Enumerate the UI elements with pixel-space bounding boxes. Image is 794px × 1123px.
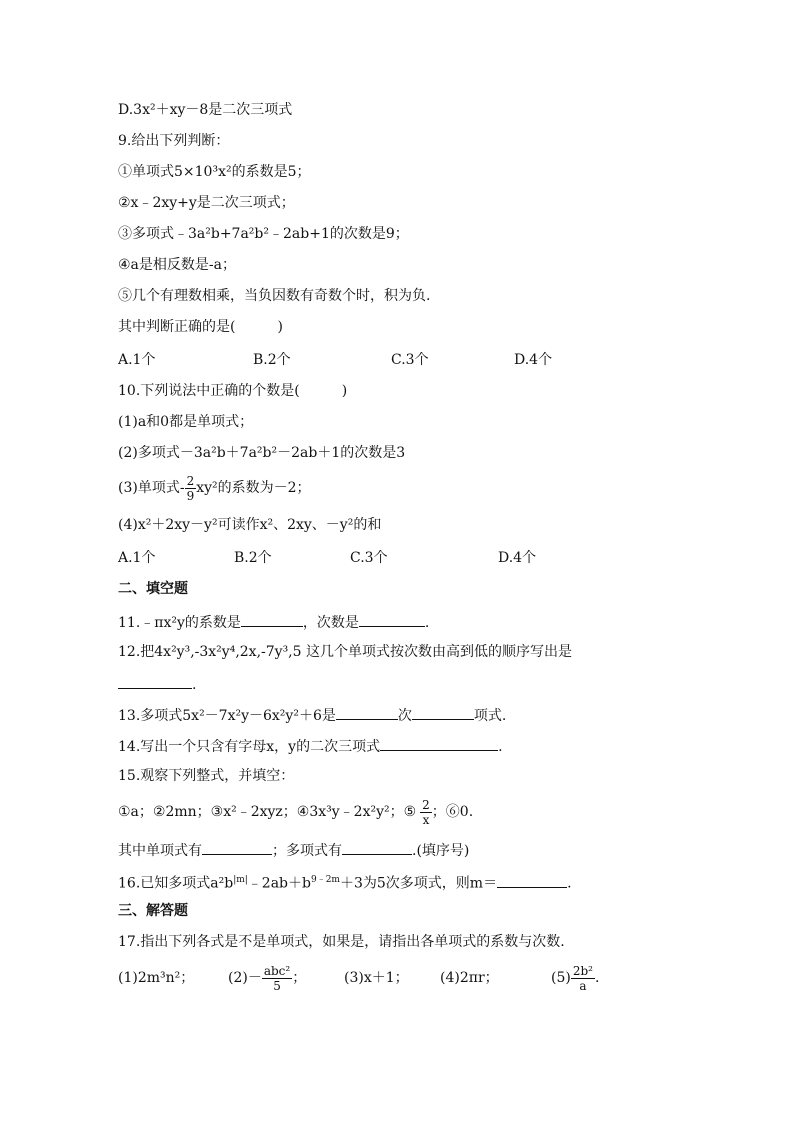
q10-option-b: B.2个	[234, 550, 272, 566]
q17-part-2-denominator: 5	[262, 978, 292, 993]
q15-stem: 15.观察下列整式，并填空：	[118, 768, 295, 784]
q15-fill-b: ；多项式有	[272, 843, 342, 859]
q9-option-b: B.2个	[253, 352, 291, 368]
q14	[118, 736, 503, 756]
q17-parts	[0, 958, 794, 998]
q10-item-4: (4)x²＋2xy－y²可读作x²、2xy、－y²的和	[118, 517, 382, 533]
q10-item-1: (1)a和0都是单项式；	[118, 414, 254, 430]
q10-option-a: A.1个	[118, 550, 156, 566]
q16-exponent-1: |m|	[233, 875, 248, 885]
q10-item-3-numerator: 2	[186, 473, 195, 488]
q14-text-b: .	[498, 739, 503, 755]
q9-item-3: ③多项式﹣3a²b+7a²b²﹣2ab+1的次数是9；	[118, 226, 409, 242]
q16	[118, 871, 572, 893]
q10-item-3-suffix: xy²的系数为－2；	[196, 480, 311, 496]
q11-blank-2	[359, 612, 425, 627]
q17-part-5-fraction	[571, 964, 595, 993]
q17-part-2-fraction	[262, 964, 292, 993]
q10-item-3-fraction	[185, 474, 197, 503]
q10-item-2: (2)多项式－3a²b＋7a²b²－2ab＋1的次数是3	[118, 445, 406, 461]
q10-option-c: C.3个	[350, 550, 388, 566]
q9-item-5: ⑤几个有理数相乘，当负因数有奇数个时，积为负.	[118, 288, 431, 304]
q16-exponent-2: 9﹣2m	[310, 875, 340, 885]
q17-part-2-prefix: (2)－	[228, 970, 262, 986]
q15-items-b: ；⑥0.	[431, 804, 474, 820]
q17-part-4: (4)2πr；	[440, 970, 499, 986]
q16-text-c: ＋3为5次多项式，则m＝	[339, 875, 498, 892]
q16-text-b: ﹣2ab＋b	[247, 875, 311, 892]
q10-item-3-denominator: 9	[186, 488, 195, 503]
q16-text-a: 16.已知多项式a²b	[118, 875, 234, 892]
q9-question: 其中判断正确的是( )	[118, 319, 283, 335]
q17-part-5	[551, 958, 599, 998]
q15-items-a: ①a；②2mn；③x²﹣2xyz；④3x³y﹣2x²y²；⑤	[118, 804, 417, 820]
q9-item-1: ①单项式5×10³x²的系数是5；	[118, 164, 311, 180]
q10-stem: 10.下列说法中正确的个数是( )	[118, 383, 348, 399]
q13-text-c: 项式.	[473, 708, 507, 724]
q12-blank	[118, 674, 192, 689]
q13	[118, 705, 506, 725]
q16-blank	[497, 873, 567, 888]
q10-item-3-prefix: (3)单项式-	[118, 480, 185, 496]
section-2-heading: 二、填空题	[118, 581, 188, 597]
q11	[118, 612, 429, 632]
q13-blank-2	[412, 705, 474, 720]
q15-fraction	[420, 798, 432, 827]
q13-text-a: 13.多项式5x²－7x²y－6x²y²＋6是	[118, 708, 336, 724]
q9-item-4: ④a是相反数是-a；	[118, 257, 236, 273]
q17-part-5-suffix: .	[594, 970, 600, 986]
q10-item-3	[118, 472, 311, 504]
q13-text-b: 次	[397, 708, 412, 724]
q9-option-a: A.1个	[118, 352, 156, 368]
q17-part-2	[228, 958, 306, 998]
q9-option-d: D.4个	[514, 352, 553, 368]
q17-part-5-prefix: (5)	[551, 970, 571, 986]
q15-fill-c: .(填序号)	[412, 843, 470, 859]
q13-blank-1	[336, 705, 398, 720]
q12-answer	[118, 674, 196, 694]
q11-text-b: ，次数是	[302, 615, 359, 631]
q15-fraction-denominator: x	[420, 812, 432, 827]
q9-option-c: C.3个	[391, 352, 429, 368]
q16-text-d: .	[567, 875, 572, 892]
q11-text-a: 11.﹣πx²y的系数是	[118, 615, 241, 631]
q15-blank-2	[342, 840, 412, 855]
q15-fill	[118, 840, 469, 860]
q9-stem: 9.给出下列判断：	[118, 133, 230, 149]
q14-blank	[380, 736, 498, 751]
q12-text-b: .	[192, 677, 197, 693]
q8-option-d: D.3x²＋xy－8是二次三项式	[118, 102, 293, 118]
q17-part-5-numerator: 2b²	[572, 963, 593, 978]
section-3-heading: 三、解答题	[118, 903, 188, 919]
q11-text-c: .	[424, 615, 430, 631]
q9-item-2: ②x﹣2xy+y是二次三项式；	[118, 195, 295, 211]
q17-part-5-denominator: a	[571, 978, 595, 993]
q17-part-2-suffix: ；	[292, 970, 307, 986]
q11-blank-1	[241, 612, 303, 627]
q15-items	[118, 796, 473, 828]
q17-part-2-numerator: abc²	[263, 963, 291, 978]
q12: 12.把4x²y³,-3x²y⁴,2x,-7y³,5 这几个单项式按次数由高到低的顺序写出是	[118, 644, 572, 660]
q17-stem: 17.指出下列各式是不是单项式，如果是，请指出各单项式的系数与次数.	[118, 934, 565, 950]
q15-fill-a: 其中单项式有	[118, 843, 202, 859]
q14-text-a: 14.写出一个只含有字母x，y的二次三项式	[118, 739, 381, 755]
q17-part-3: (3)x＋1；	[344, 970, 409, 986]
q15-fraction-numerator: 2	[422, 797, 430, 812]
q17-part-1: (1)2m³n²；	[118, 970, 195, 986]
q15-blank-1	[202, 840, 272, 855]
q10-option-d: D.4个	[498, 550, 537, 566]
